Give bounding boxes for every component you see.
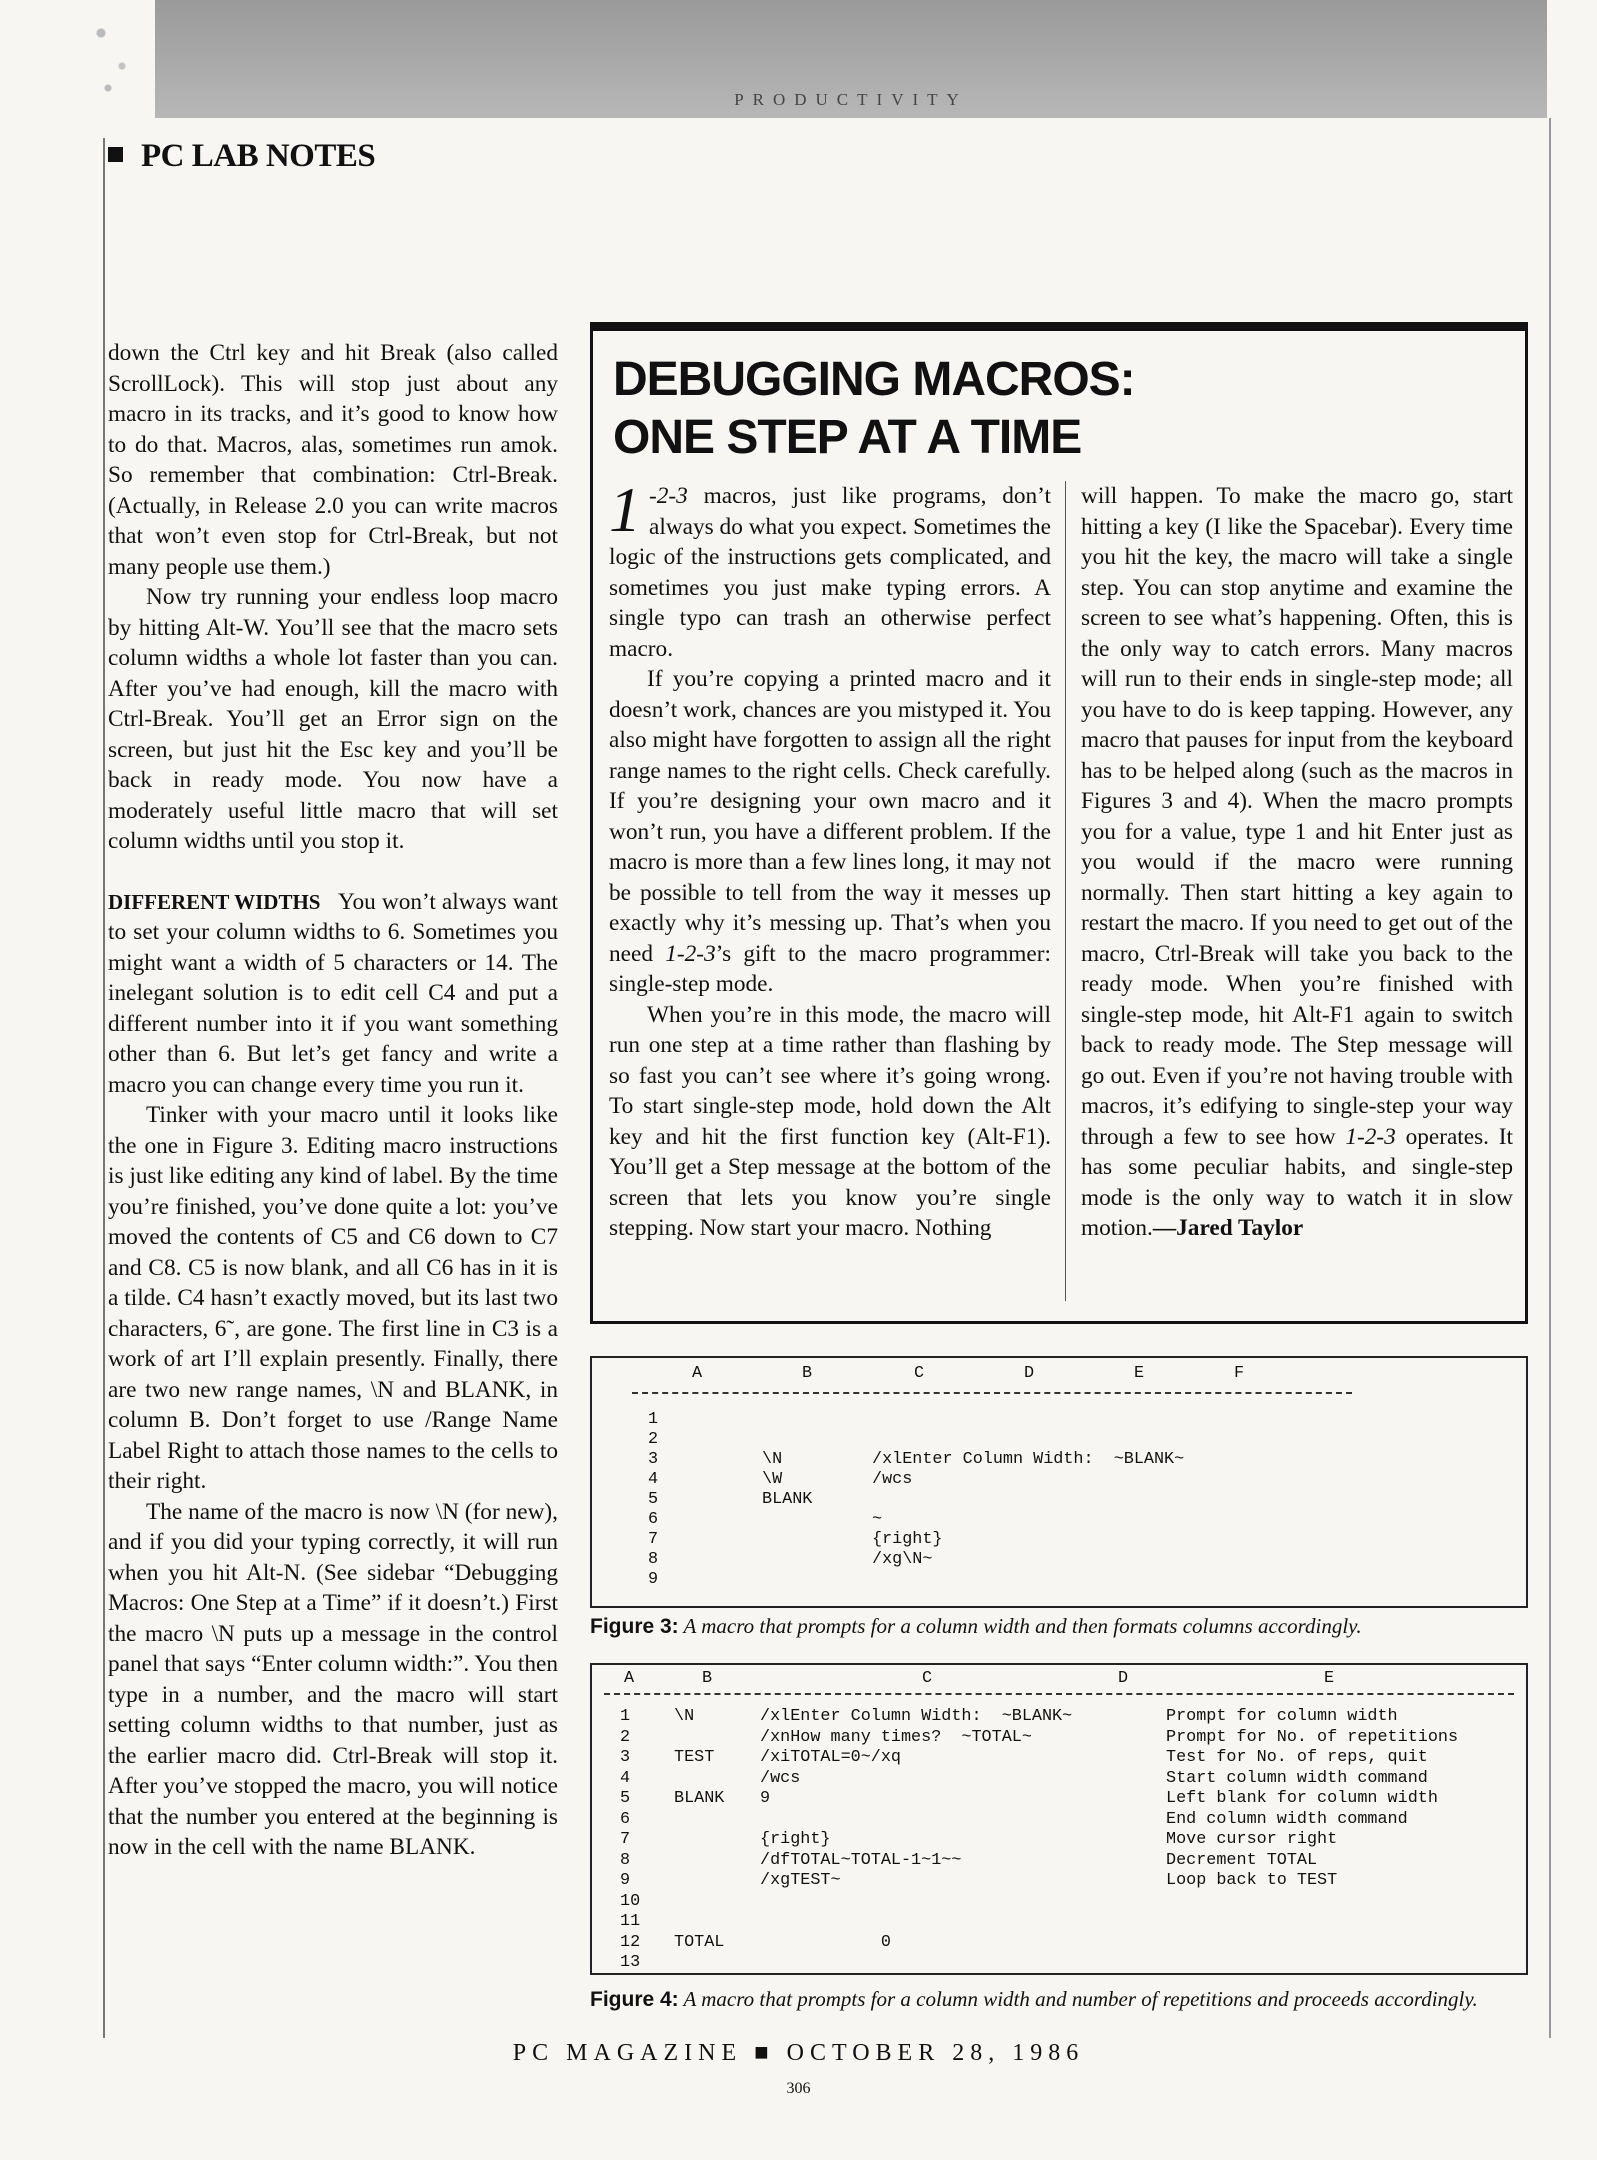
paragraph-text: macros, just like programs, don’t always do what you expect. Sometimes the logic of the instructions gets complicated, and sometimes you just make typing errors. A single typo can trash an otherwise perfect macro. xyxy=(609,483,1051,662)
paragraph-text: will happen. To make the macro go, start hitting a key (I like the Spacebar). Every time you hit the key, the macro will take a single step. You can stop anytime and examine the screen to see what’s happening. Often, this is the only way to catch errors. Many macros will run to their ends in single-step mode; all you have to do is keep tapping. However, any macro that pauses for input from the keyboard has to be helped along (such as the macros in Figures 3 and 4). When the macro prompts you for a value, type 1 and hit Enter just as you would if the macro were running normally. Then start hitting a key again to restart the macro. If you need to get out of the macro, Ctrl-Break will take you back to the ready mode. When you’re finished with single-step mode, hit Alt-F1 again to switch back to ready mode. The Step message will go out. Even if you’re not having trouble with macros, it’s edifying to single-step your way through a few to see how xyxy=(1081,483,1513,1150)
row-number: 11 xyxy=(620,1912,641,1931)
cell-b: TOTAL xyxy=(674,1932,725,1952)
row-number: 5 xyxy=(620,1789,631,1808)
paragraph-text: ’s gift to the macro programmer: single-step mode. xyxy=(609,940,1051,997)
drop-cap: 1 xyxy=(609,474,641,545)
row-number: 7 xyxy=(648,1530,659,1549)
cell-c: 0 xyxy=(760,1932,891,1952)
paragraph: Tinker with your macro until it looks like the one in Figure 3. Editing macro instructions is just like editing any kind of label. By the time you’re finished, you’ve done quite a lot: you’ve moved the contents of C5 and C6 down to C7 and C8. C5 is now blank, and all C6 has in it is a tilde. C4 hasn’t exactly moved, but its last two characters, 6˜, are gone. The first line in C3 is a work of art I’ll explain presently. Finally, there are two new range names, \N and BLANK, in column B. Don’t forget to use /Range Name Label Right to attach those names to the cells to their right. xyxy=(108,1102,558,1494)
row-number: 3 xyxy=(648,1450,659,1469)
column-letter: D xyxy=(1118,1669,1129,1688)
column-letter: A xyxy=(692,1364,703,1383)
cell-e: End column width command xyxy=(1166,1809,1408,1829)
cell-c: 9 xyxy=(760,1789,771,1808)
cell-c: /wcs xyxy=(872,1470,913,1489)
cell-c: {right} xyxy=(872,1530,943,1549)
cell-c: /wcs xyxy=(760,1768,801,1788)
paragraph: The name of the macro is now \N (for new), and if you did your typing correctly, it will run when you hit Alt-N. (See sidebar “Debugging Macros: One Step at a Time” if it doesn’t.) First the macro \N puts up a message in the control panel that says “Enter column width:”. You then type in a number, and the macro will start setting column widths to that number, just as the earlier macro did. Ctrl-Break will stop it. After you’ve stopped the macro, you will notice that the number you entered at the beginning is now in the cell with the name BLANK. xyxy=(108,1498,558,1860)
left-margin-rule xyxy=(103,138,105,2038)
paragraph-text: You won’t always want to set your column widths to 6. Sometimes you might want a width of 5 characters or 14. The inelegant solution is to edit cell C4 and put a different number into it if you want something other than 6. But let’s get fancy and write a macro you can change every time you run it. xyxy=(108,888,559,1098)
scan-speckle xyxy=(80,0,150,110)
header-divider xyxy=(604,1693,1514,1695)
row-number: 1 xyxy=(620,1707,631,1726)
row-number: 9 xyxy=(620,1871,631,1890)
sidebar-box xyxy=(590,322,1528,1324)
row-number: 12 xyxy=(620,1932,641,1952)
sidebar-column-left xyxy=(609,474,1051,1244)
caption-label: Figure 4: xyxy=(590,1988,679,2011)
subhead: DIFFERENT WIDTHS xyxy=(108,889,321,914)
cell-c: /xgTEST~ xyxy=(760,1871,841,1890)
row-number: 8 xyxy=(648,1550,659,1569)
row-number: 8 xyxy=(620,1850,631,1870)
cell-c: /xnHow many times? ~TOTAL~ xyxy=(760,1727,1032,1747)
paragraph-text: If you’re copying a printed macro and it doesn’t work, chances are you mistyped it. You also might have forgotten to assign all the right range names to the right cells. Check carefully. If you’re designing your own macro and it won’t run, you have a different problem. If the macro is more than a few lines long, it may not be possible to tell from the way it messes up exactly why it’s messing up. That’s when you need xyxy=(609,666,1051,967)
italic-text: 1-2-3 xyxy=(665,940,716,967)
column-header-text: PC LAB NOTES xyxy=(141,138,376,174)
column-letter: E xyxy=(1134,1364,1145,1383)
figure-3-spreadsheet xyxy=(590,1356,1528,1608)
column-letter: E xyxy=(1324,1669,1335,1688)
sidebar-title-line: ONE STEP AT A TIME xyxy=(613,411,1082,464)
cell-e: Move cursor right xyxy=(1166,1830,1338,1849)
bullet-square-icon xyxy=(108,147,123,162)
sidebar-column-right xyxy=(1081,481,1513,1244)
figure-4-caption xyxy=(590,1985,1540,2014)
row-number: 4 xyxy=(620,1768,631,1788)
paragraph: When you’re in this mode, the macro will run one step at a time rather than flashing by so fast you can’t see where it’s going wrong. To start single-step mode, hold down the Alt key and hit the first function key (Alt-F1). You’ll get a Step message at the bottom of the screen that lets you know you’re single stepping. Now start your macro. Nothing xyxy=(609,1001,1051,1241)
cell-b: TEST xyxy=(674,1748,715,1767)
column-letter: B xyxy=(802,1364,813,1383)
caption-text: A macro that prompts for a column width and then formats columns accordingly. xyxy=(678,1614,1362,1638)
figure-3-caption xyxy=(590,1612,1540,1641)
row-number: 2 xyxy=(620,1727,631,1747)
paragraph xyxy=(609,664,1051,1000)
figure-4-spreadsheet xyxy=(590,1663,1528,1975)
column-letter: A xyxy=(624,1669,635,1688)
cell-c: /xlEnter Column Width: ~BLANK~ xyxy=(760,1707,1073,1726)
sidebar-title xyxy=(613,351,1135,467)
cell-c: /dfTOTAL~TOTAL-1~1~~ xyxy=(760,1850,962,1870)
column-header xyxy=(108,138,375,175)
sidebar-title-line: DEBUGGING MACROS: xyxy=(613,353,1135,406)
header-divider xyxy=(632,1392,1352,1394)
caption-label: Figure 3: xyxy=(590,1615,679,1638)
paragraph-different-widths xyxy=(108,887,558,1101)
cell-e: Left blank for column width xyxy=(1166,1789,1438,1808)
column-letter: C xyxy=(922,1669,933,1688)
cell-c: /xlEnter Column Width: ~BLANK~ xyxy=(872,1450,1185,1469)
cell-c: {right} xyxy=(760,1830,831,1849)
row-number: 5 xyxy=(648,1490,659,1509)
cell-b: BLANK xyxy=(762,1490,813,1509)
cell-b: BLANK xyxy=(674,1789,725,1808)
italic-text: 1-2-3 xyxy=(1345,1123,1396,1150)
sidebar-column-divider xyxy=(1065,481,1066,1301)
cell-e: Start column width command xyxy=(1166,1768,1428,1788)
caption-text: A macro that prompts for a column width and number of repetitions and proceeds accordingly. xyxy=(678,1987,1478,2011)
cell-c: ~ xyxy=(872,1510,883,1529)
cell-e: Decrement TOTAL xyxy=(1166,1850,1318,1870)
row-number: 6 xyxy=(648,1510,659,1529)
cell-c: /xiTOTAL=0~/xq xyxy=(760,1748,901,1767)
row-number: 9 xyxy=(648,1570,659,1589)
paragraph xyxy=(1081,481,1513,1244)
author-signature: —Jared Taylor xyxy=(1152,1215,1304,1241)
italic-text: -2-3 xyxy=(649,483,688,509)
cell-c: /xg\N~ xyxy=(872,1550,933,1569)
section-label: PRODUCTIVITY xyxy=(734,90,968,109)
row-number: 6 xyxy=(620,1809,631,1829)
cell-e: Prompt for No. of repetitions xyxy=(1166,1727,1459,1747)
right-margin-rule xyxy=(1549,118,1551,2038)
cell-e: Loop back to TEST xyxy=(1166,1871,1338,1890)
row-number: 10 xyxy=(620,1891,641,1911)
row-number: 7 xyxy=(620,1830,631,1849)
page-number: 306 xyxy=(786,2080,811,2097)
cell-b: \W xyxy=(762,1470,783,1489)
row-number: 13 xyxy=(620,1953,641,1972)
paragraph: Now try running your endless loop macro by hitting Alt-W. You’ll see that the macro sets column widths a whole lot faster than you can. After you’ve had enough, kill the macro with Ctrl-Break. You’ll get an Error sign on the screen, but just hit the Esc key and you’ll be back in ready mode. You now have a moderately useful little macro that will set column widths until you stop it. xyxy=(108,584,558,854)
column-letter: F xyxy=(1234,1364,1245,1383)
paragraph-text: operates. It has some peculiar habits, and single-step mode is the only way to watch it in slow motion. xyxy=(1081,1123,1513,1241)
row-number: 2 xyxy=(648,1430,659,1449)
page-footer: PC MAGAZINE ■ OCTOBER 28, 1986 xyxy=(512,2040,1085,2066)
column-letter: D xyxy=(1024,1364,1035,1383)
row-number: 3 xyxy=(620,1748,631,1767)
cell-e: Prompt for column width xyxy=(1166,1707,1398,1726)
paragraph: down the Ctrl key and hit Break (also called ScrollLock). This will stop just about any macro in its tracks, and it’s good to know how to do that. Macros, alas, sometimes run amok. So remember that combination: Ctrl-Break. (Actually, in Release 2.0 you can write macros that won’t even stop for Ctrl-Break, but not many people use them.) xyxy=(108,340,558,580)
column-letter: B xyxy=(702,1669,713,1688)
column-letter: C xyxy=(914,1364,925,1383)
cell-e: Test for No. of reps, quit xyxy=(1166,1748,1428,1767)
paragraph xyxy=(609,474,1051,664)
cell-b: \N xyxy=(674,1707,695,1726)
main-article-column xyxy=(108,338,558,1863)
cell-b: \N xyxy=(762,1450,783,1469)
row-number: 1 xyxy=(648,1410,659,1429)
row-number: 4 xyxy=(648,1470,659,1489)
section-banner xyxy=(155,0,1547,118)
